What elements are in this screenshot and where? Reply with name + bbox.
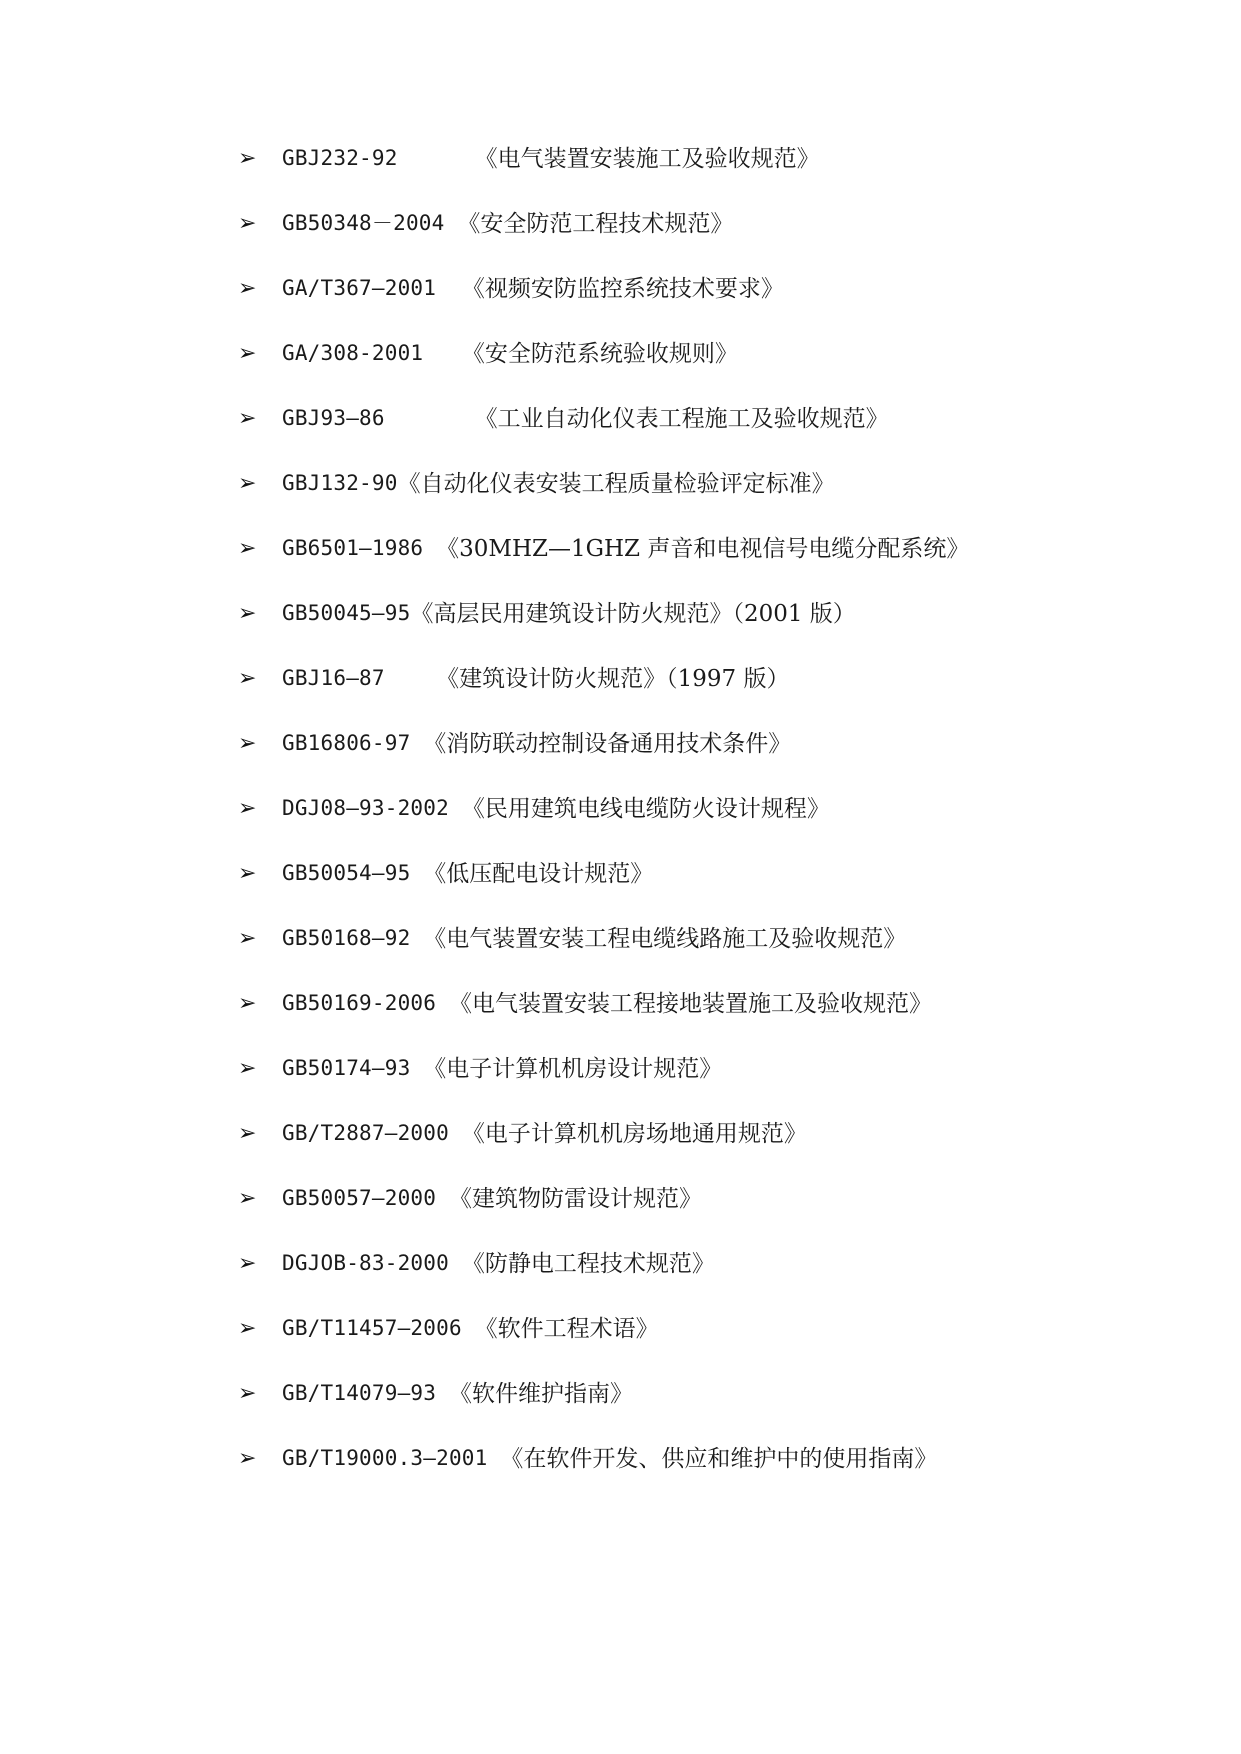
standard-title: 《软件维护指南》	[448, 1381, 633, 1407]
standard-title: 《30MHZ—1GHZ 声音和电视信号电缆分配系统》	[436, 536, 970, 562]
list-item	[238, 343, 969, 408]
spacer	[410, 1058, 423, 1079]
spacer	[385, 408, 475, 429]
standard-code: GB50045—95	[282, 601, 411, 625]
spacer	[410, 733, 423, 754]
standard-code: GB/T19000.3—2001	[282, 1446, 488, 1470]
spacer	[398, 148, 475, 169]
list-item	[238, 733, 969, 798]
standard-code: GBJ232-92	[282, 146, 398, 170]
standard-code: GB50174—93	[282, 1056, 411, 1080]
standard-code: DGJOB-83-2000	[282, 1251, 449, 1275]
spacer	[444, 213, 457, 234]
list-item	[238, 1253, 969, 1318]
spacer	[436, 993, 449, 1014]
standard-title: 《建筑物防雷设计规范》	[448, 1186, 702, 1212]
standard-code: GBJ16—87	[282, 666, 385, 690]
list-item	[238, 473, 969, 538]
standard-code: GB/T2887—2000	[282, 1121, 449, 1145]
standard-code: GB50054—95	[282, 861, 411, 885]
arrow-bullet-icon: ➢	[238, 731, 257, 756]
standard-title: 《低压配电设计规范》	[423, 861, 654, 887]
standard-title: 《工业自动化仪表工程施工及验收规范》	[474, 406, 889, 432]
standard-title: 《防静电工程技术规范》	[461, 1251, 715, 1277]
standard-title: 《在软件开发、供应和维护中的使用指南》	[500, 1446, 938, 1472]
arrow-bullet-icon: ➢	[238, 146, 257, 171]
arrow-bullet-icon: ➢	[238, 926, 257, 951]
list-item	[238, 278, 969, 343]
spacer	[462, 1318, 475, 1339]
standard-title: 《电气装置安装工程电缆线路施工及验收规范》	[423, 926, 907, 952]
arrow-bullet-icon: ➢	[238, 991, 257, 1016]
standard-code: GA/T367—2001	[282, 276, 437, 300]
list-item	[238, 798, 969, 863]
list-item	[238, 1123, 969, 1188]
spacer	[449, 1123, 462, 1144]
arrow-bullet-icon: ➢	[238, 1316, 257, 1341]
list-item	[238, 1188, 969, 1253]
list-item	[238, 1318, 969, 1383]
arrow-bullet-icon: ➢	[238, 861, 257, 886]
arrow-bullet-icon: ➢	[238, 601, 257, 626]
list-item	[238, 863, 969, 928]
list-item	[238, 538, 969, 603]
list-item	[238, 993, 969, 1058]
standard-title: 《民用建筑电线电缆防火设计规程》	[461, 796, 830, 822]
arrow-bullet-icon: ➢	[238, 1056, 257, 1081]
standard-code: GB50057—2000	[282, 1186, 437, 1210]
standard-code: GB50168—92	[282, 926, 411, 950]
spacer	[423, 538, 436, 559]
standard-title: 《软件工程术语》	[474, 1316, 659, 1342]
list-item	[238, 1058, 969, 1123]
list-item	[238, 408, 969, 473]
standard-code: GB/T14079—93	[282, 1381, 437, 1405]
standard-code: DGJ08—93-2002	[282, 796, 449, 820]
arrow-bullet-icon: ➢	[238, 406, 257, 431]
spacer	[410, 928, 423, 949]
arrow-bullet-icon: ➢	[238, 796, 257, 821]
list-item	[238, 603, 969, 668]
spacer	[488, 1448, 501, 1469]
standard-title: 《自动化仪表安装工程质量检验评定标准》	[397, 471, 835, 497]
list-item	[238, 1383, 969, 1448]
list-item	[238, 1448, 969, 1513]
list-item	[238, 213, 969, 278]
standard-code: GB/T11457—2006	[282, 1316, 462, 1340]
standard-title: 《电子计算机机房场地通用规范》	[461, 1121, 807, 1147]
standard-title: 《电子计算机机房设计规范》	[423, 1056, 723, 1082]
arrow-bullet-icon: ➢	[238, 341, 257, 366]
standard-title: 《建筑设计防火规范》（1997 版）	[436, 666, 790, 692]
arrow-bullet-icon: ➢	[238, 1186, 257, 1211]
arrow-bullet-icon: ➢	[238, 1251, 257, 1276]
arrow-bullet-icon: ➢	[238, 1381, 257, 1406]
list-item	[238, 928, 969, 993]
arrow-bullet-icon: ➢	[238, 471, 257, 496]
spacer	[449, 798, 462, 819]
standard-code: GB16806-97	[282, 731, 411, 755]
standard-code: GB50169-2006	[282, 991, 437, 1015]
spacer	[410, 863, 423, 884]
standard-title: 《电气装置安装施工及验收规范》	[474, 146, 820, 172]
spacer	[423, 343, 462, 364]
standard-title: 《安全防范工程技术规范》	[457, 211, 734, 237]
spacer	[436, 278, 462, 299]
standard-title: 《消防联动控制设备通用技术条件》	[423, 731, 792, 757]
spacer	[436, 1383, 449, 1404]
spacer	[385, 668, 436, 689]
standard-code: GB6501—1986	[282, 536, 424, 560]
arrow-bullet-icon: ➢	[238, 666, 257, 691]
arrow-bullet-icon: ➢	[238, 536, 257, 561]
arrow-bullet-icon: ➢	[238, 211, 257, 236]
standard-code: GBJ93—86	[282, 406, 385, 430]
standards-list	[238, 148, 969, 1513]
standard-code: GB50348－2004	[282, 211, 445, 235]
standard-title: 《视频安防监控系统技术要求》	[461, 276, 784, 302]
arrow-bullet-icon: ➢	[238, 1121, 257, 1146]
list-item	[238, 668, 969, 733]
standard-code: GA/308-2001	[282, 341, 424, 365]
standard-code: GBJ132-90	[282, 471, 398, 495]
spacer	[449, 1253, 462, 1274]
arrow-bullet-icon: ➢	[238, 276, 257, 301]
standard-title: 《安全防范系统验收规则》	[461, 341, 738, 367]
standard-title: 《电气装置安装工程接地装置施工及验收规范》	[448, 991, 932, 1017]
arrow-bullet-icon: ➢	[238, 1446, 257, 1471]
standard-title: 《高层民用建筑设计防火规范》（2001 版）	[410, 601, 856, 627]
spacer	[436, 1188, 449, 1209]
list-item	[238, 148, 969, 213]
